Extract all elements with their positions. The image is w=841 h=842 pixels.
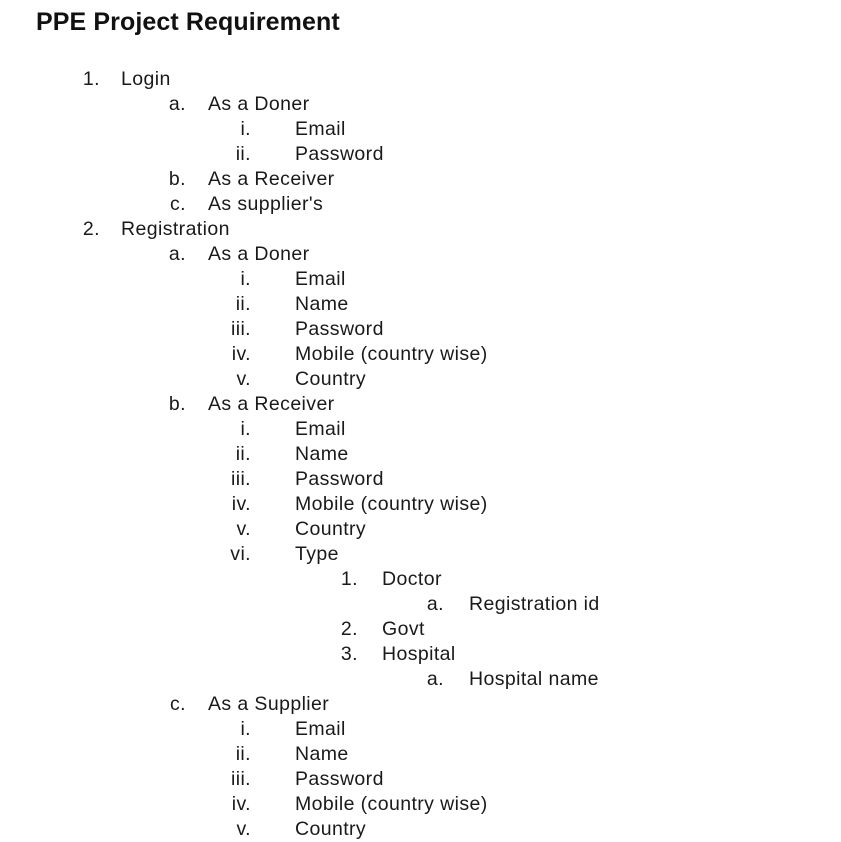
list-marker: v. [236,818,251,840]
list-marker: i. [240,418,251,440]
list-item-text: Country [295,818,367,840]
list-marker: iii. [230,318,251,340]
list-item-text: Mobile (country wise) [295,793,488,815]
list-item-text: Login [121,68,171,90]
list-marker: a. [426,668,444,690]
list-marker: v. [236,518,251,540]
list-item-text: Password [295,768,384,790]
list-item-text: As a Doner [208,243,310,265]
list-marker: c. [170,693,186,715]
list-marker: i. [240,118,251,140]
list-marker: ii. [235,143,251,165]
list-item-text: As supplier's [208,193,324,215]
list-item-text: Registration id [469,593,600,615]
list-item-text: Email [295,118,346,140]
document-title: PPE Project Requirement [36,8,340,36]
list-marker: iii. [230,468,251,490]
list-item-text: Mobile (country wise) [295,343,488,365]
list-marker: iii. [230,768,251,790]
list-item-text: Email [295,268,346,290]
list-marker: b. [168,168,186,190]
list-marker: ii. [235,743,251,765]
list-marker: v. [236,368,251,390]
list-item-text: Country [295,518,367,540]
list-item-text: Govt [382,618,425,640]
list-marker: a. [168,93,186,115]
list-item-text: Hospital name [469,668,599,690]
list-marker: 3. [340,643,358,665]
list-marker: 1. [340,568,358,590]
list-item-text: Password [295,318,384,340]
list-item-text: As a Receiver [208,168,335,190]
list-marker: i. [240,718,251,740]
list-item-text: Password [295,143,384,165]
list-item-text: Name [295,293,349,315]
list-marker: 2. [82,218,100,240]
list-marker: iv. [231,793,251,815]
list-item-text: Name [295,743,349,765]
list-item-text: Password [295,468,384,490]
list-item-text: Name [295,443,349,465]
list-item-text: Mobile (country wise) [295,493,488,515]
list-item-text: Email [295,418,346,440]
list-marker: a. [426,593,444,615]
list-marker: b. [168,393,186,415]
list-marker: ii. [235,293,251,315]
list-item-text: Doctor [382,568,442,590]
list-marker: i. [240,268,251,290]
list-marker: a. [168,243,186,265]
list-item-text: Type [295,543,339,565]
list-item-text: Country [295,368,367,390]
list-marker: iv. [231,343,251,365]
list-item-text: Registration [121,218,230,240]
list-marker: 1. [82,68,100,90]
list-item-text: Email [295,718,346,740]
list-marker: c. [170,193,186,215]
list-item-text: As a Receiver [208,393,335,415]
list-item-text: Hospital [382,643,456,665]
list-marker: iv. [231,493,251,515]
list-marker: 2. [340,618,358,640]
list-marker: vi. [230,543,251,565]
list-marker: ii. [235,443,251,465]
list-item-text: As a Supplier [208,693,330,715]
list-item-text: As a Doner [208,93,310,115]
